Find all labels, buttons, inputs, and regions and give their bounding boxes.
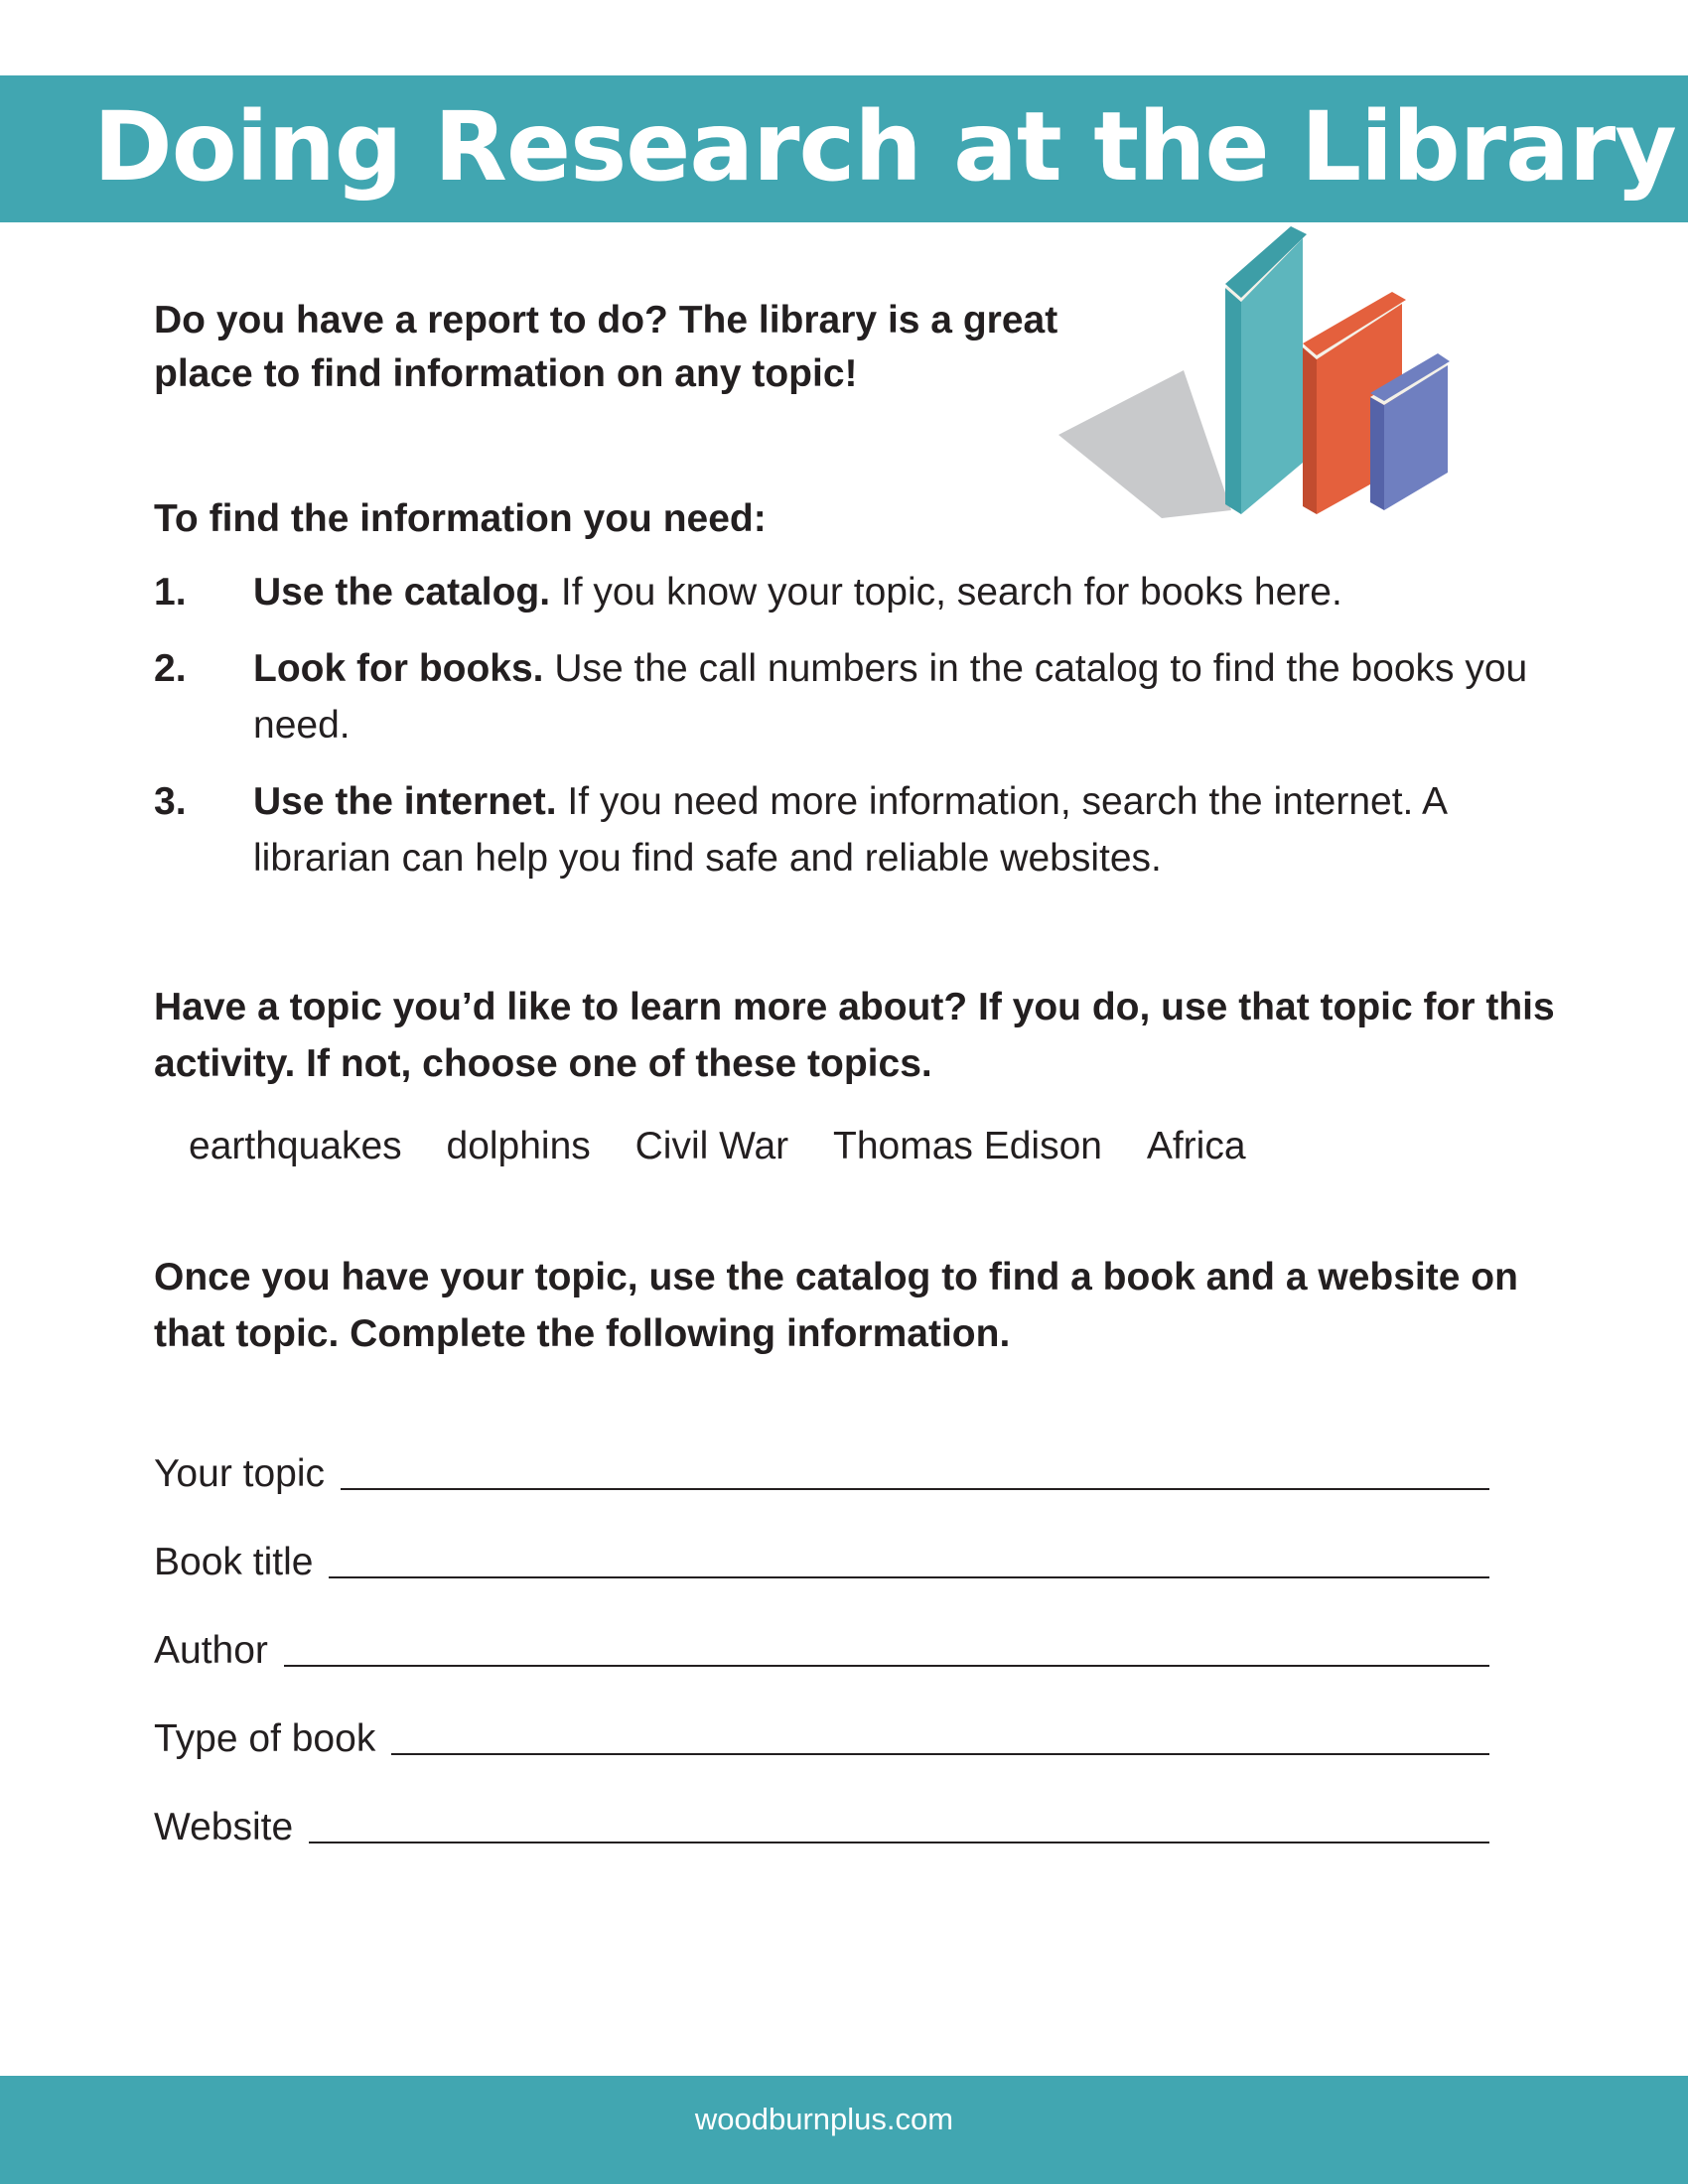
type-of-book-blank[interactable]: [391, 1709, 1489, 1755]
form-row-type-of-book: [154, 1706, 1489, 1764]
form-row-author: [154, 1618, 1489, 1676]
topics-list: [189, 1118, 1280, 1174]
step-number: 3.: [154, 780, 187, 823]
step-number: 2.: [154, 647, 187, 690]
intro-line-2: place to find information on any topic!: [154, 352, 858, 395]
form-label: Type of book: [154, 1717, 376, 1760]
form-label: Book title: [154, 1541, 314, 1583]
form-label: Author: [154, 1629, 268, 1672]
step-text: If you need more information, search the internet. A librarian can help you find safe and reliable websites.: [253, 780, 1446, 880]
step-item: [154, 564, 1544, 620]
step-item: [154, 773, 1544, 887]
topic-option: Thomas Edison: [833, 1125, 1102, 1167]
topic-option: dolphins: [446, 1125, 591, 1167]
book-title-blank[interactable]: [329, 1533, 1489, 1578]
footer-website: woodburnplus.com: [694, 2102, 954, 2136]
topic-option: earthquakes: [189, 1125, 402, 1167]
step-lead: Look for books.: [253, 647, 544, 690]
form-label: Website: [154, 1806, 294, 1848]
topic-prompt: Have a topic you’d like to learn more about? If you do, use that topic for this activity. If not, choose one of these topics.: [154, 986, 1555, 1085]
form-row-your-topic: [154, 1441, 1489, 1499]
page-title: Doing Research at the Library: [93, 91, 1676, 203]
teal-book-spine: [1225, 288, 1241, 514]
step-number: 1.: [154, 571, 187, 614]
catalog-instruction: Once you have your topic, use the catalog to find a book and a website on that topic. Complete the following information.: [154, 1256, 1518, 1355]
books-shadow: [1058, 370, 1231, 518]
topic-option: Africa: [1146, 1125, 1246, 1167]
step-text: Use the call numbers in the catalog to find the books you need.: [253, 647, 1528, 747]
step-item: [154, 640, 1544, 753]
form-row-website: [154, 1795, 1489, 1852]
steps-list: [154, 564, 1544, 906]
form-label: Your topic: [154, 1452, 326, 1495]
intro-text: [154, 294, 1067, 401]
topic-option: Civil War: [634, 1125, 789, 1167]
form-row-book-title: [154, 1530, 1489, 1587]
intro-line-1: Do you have a report to do? The library is a great: [154, 299, 1058, 341]
your-topic-blank[interactable]: [341, 1444, 1489, 1490]
website-blank[interactable]: [309, 1798, 1489, 1843]
stacked-books-icon: [1053, 220, 1470, 518]
research-form: [154, 1441, 1489, 1883]
steps-heading: To find the information you need:: [154, 497, 767, 540]
blue-book-spine: [1370, 397, 1384, 510]
orange-book-spine: [1303, 347, 1317, 514]
step-lead: Use the catalog.: [253, 571, 551, 614]
step-lead: Use the internet.: [253, 780, 557, 823]
author-blank[interactable]: [284, 1621, 1489, 1667]
step-text: If you know your topic, search for books here.: [550, 571, 1342, 614]
